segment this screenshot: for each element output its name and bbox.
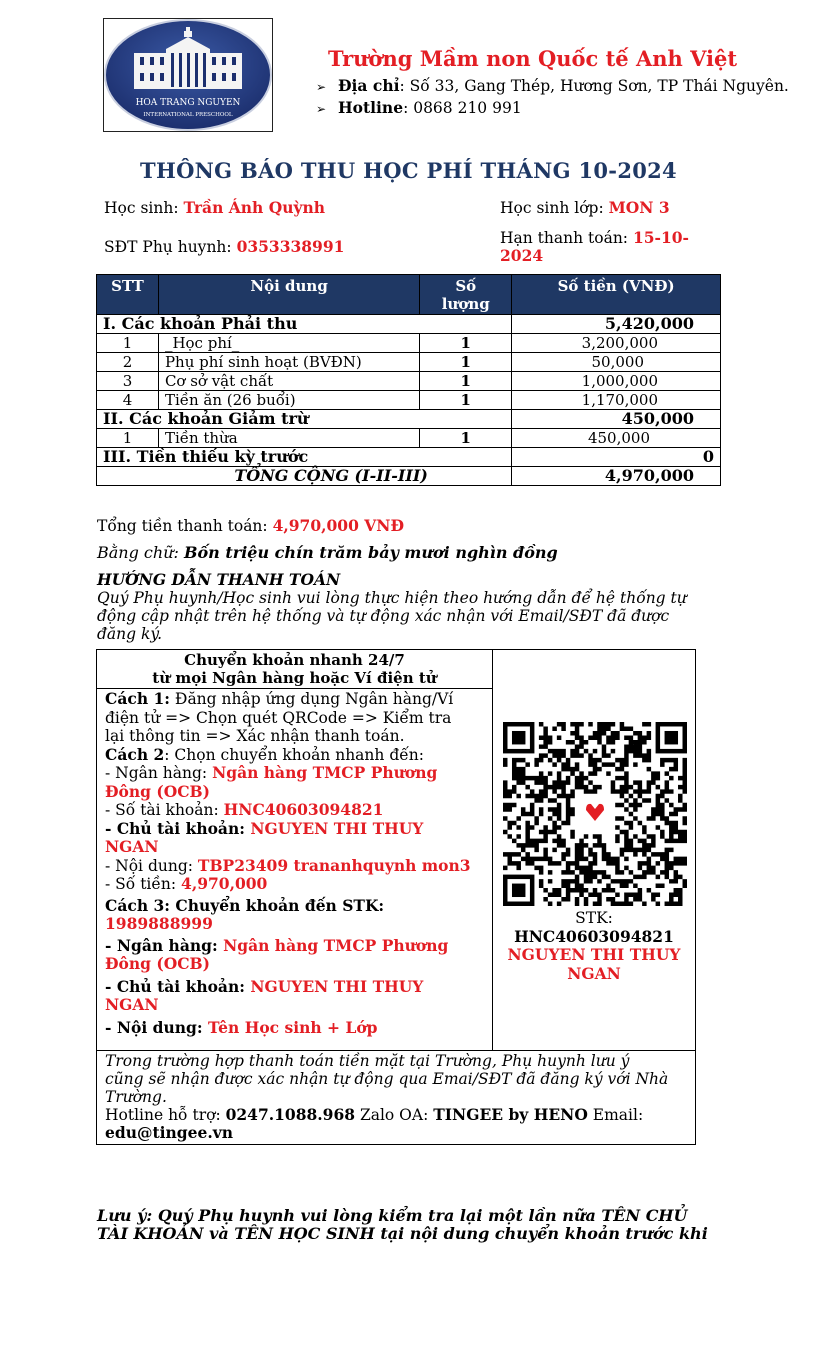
row-content: Tiền ăn (26 buổi) xyxy=(158,391,419,410)
grand-total-row xyxy=(97,467,721,486)
payment-guide-heading: HƯỚNG DẪN THANH TOÁN xyxy=(97,570,341,589)
support-email: edu@tingee.vn xyxy=(105,1123,234,1142)
row-content: Cơ sở vật chất xyxy=(158,372,419,391)
total-payment-line xyxy=(97,516,404,535)
col-content: Nội dung xyxy=(158,275,419,315)
bank-line: - Ngân hàng: Ngân hàng TMCP Phương Đông (OCB) xyxy=(105,763,438,801)
row-stt: 4 xyxy=(97,391,159,410)
deadline-part1: 15-10- xyxy=(632,228,689,247)
row-stt: 1 xyxy=(97,334,159,353)
address-value: : Số 33, Gang Thép, Hương Sơn, TP Thái Nguyên. xyxy=(399,77,789,95)
method-3-owner-line: - Chủ tài khoản: NGUYEN THI THUY NGAN xyxy=(105,976,424,1014)
row-stt: 2 xyxy=(97,353,159,372)
student-class-label: Học sinh lớp: xyxy=(500,199,609,217)
student-class-line xyxy=(500,198,670,217)
grand-total-label: TỔNG CỘNG (I-II-III) xyxy=(97,467,512,486)
owner-line: - Chủ tài khoản: NGUYEN THI THUY NGAN xyxy=(105,818,424,856)
parent-phone-line xyxy=(104,237,344,256)
row-qty: 1 xyxy=(420,429,512,448)
row-content: Phụ phí sinh hoạt (BVĐN) xyxy=(158,353,419,372)
deadline-part2: 2024 xyxy=(500,246,544,265)
row-amount: 1,170,000 xyxy=(512,391,721,410)
payment-guide-text: Quý Phụ huynh/Học sinh vui lòng thực hiện theo hướng dẫn để hệ thống tự động cập nhật trên hệ thống và tự động xác nhận với Email/SĐT đã được đăng ký. xyxy=(97,589,687,643)
row-amount: 3,200,000 xyxy=(512,334,721,353)
white-house-logo-icon xyxy=(104,19,272,131)
table-row xyxy=(97,372,721,391)
qr-code-icon xyxy=(503,722,687,906)
row-qty: 1 xyxy=(420,353,512,372)
parent-phone-label: SĐT Phụ huynh: xyxy=(104,238,237,256)
section-label: II. Các khoản Giảm trừ xyxy=(97,410,512,429)
qr-stk-value: HNC40603094821 xyxy=(514,926,674,946)
row-qty: 1 xyxy=(420,391,512,410)
row-stt: 1 xyxy=(97,429,159,448)
fee-table xyxy=(96,274,721,486)
deadline-label: Hạn thanh toán: xyxy=(500,229,633,247)
memo-line: - Nội dung: TBP23409 trananhquynh mon3 xyxy=(105,855,471,875)
row-amount: 1,000,000 xyxy=(512,372,721,391)
school-name: Trường Mầm non Quốc tế Anh Việt xyxy=(328,46,738,71)
student-name-label: Học sinh: xyxy=(104,199,184,217)
amount-in-words-label: Bằng chữ: xyxy=(97,543,184,562)
method-3-memo-line: - Nội dung: Tên Học sinh + Lớp xyxy=(105,1017,378,1037)
page-title: THÔNG BÁO THU HỌC PHÍ THÁNG 10-2024 xyxy=(140,158,677,183)
row-stt: 3 xyxy=(97,372,159,391)
method-2: Cách 2: Chọn chuyển khoản nhanh đến: xyxy=(105,744,424,764)
hotline-label: Hotline xyxy=(338,98,404,117)
account-line: - Số tài khoản: HNC40603094821 xyxy=(105,800,384,819)
hotline-line xyxy=(316,98,522,117)
qr-code xyxy=(503,722,687,906)
section-total: 5,420,000 xyxy=(512,315,721,334)
amount-in-words-line xyxy=(97,543,558,562)
method-3: Cách 3: Chuyển khoản đến STK: 1989888999 xyxy=(105,895,385,933)
col-qty: Số lượng xyxy=(420,275,512,315)
row-qty: 1 xyxy=(420,372,512,391)
qr-owner: NGUYEN THI THUY NGAN xyxy=(507,945,681,983)
section-deductions-row xyxy=(97,410,721,429)
deadline-line xyxy=(500,229,689,265)
amount-in-words: Bốn triệu chín trăm bảy mươi nghìn đồng xyxy=(183,543,558,562)
section-total: 450,000 xyxy=(512,410,721,429)
transfer-header: Chuyển khoản nhanh 24/7 từ mọi Ngân hàng hoặc Ví điện tử xyxy=(97,650,492,689)
student-name-line xyxy=(104,198,325,217)
address-line xyxy=(316,76,789,95)
qr-stk-label: STK: xyxy=(575,909,613,927)
table-row xyxy=(97,391,721,410)
cash-payment-note: Trong trường hợp thanh toán tiền mặt tại Trường, Phụ huynh lưu ý cũng sẽ nhận được xác nhận tự động qua Emai/SĐT đã đăng ký với Nhà Trường. Hotline hỗ trợ: 0247.1088.968 Zalo OA: TINGEE by HENO Email: edu@tingee.vn xyxy=(97,1050,695,1146)
table-row xyxy=(97,353,721,372)
row-content: Tiền thừa xyxy=(158,429,419,448)
qr-caption xyxy=(493,909,695,983)
hotline-value: : 0868 210 991 xyxy=(403,99,522,117)
section-total: 0 xyxy=(512,448,721,467)
row-amount: 450,000 xyxy=(512,429,721,448)
school-logo xyxy=(103,18,273,132)
grand-total-value: 4,970,000 xyxy=(512,467,721,486)
total-payment-value: 4,970,000 VNĐ xyxy=(272,516,405,535)
section-label: III. Tiền thiếu kỳ trước xyxy=(97,448,512,467)
total-payment-label: Tổng tiền thanh toán: xyxy=(97,517,273,535)
table-row xyxy=(97,429,721,448)
address-label: Địa chỉ xyxy=(338,76,400,95)
section-arrears-row xyxy=(97,448,721,467)
arrow-bullet-icon: ➢ xyxy=(316,102,327,116)
support-line: Hotline hỗ trợ: 0247.1088.968 Zalo OA: TINGEE by HENO Email: xyxy=(105,1105,644,1124)
student-name: Trần Ánh Quỳnh xyxy=(183,198,326,217)
row-qty: 1 xyxy=(420,334,512,353)
parent-phone: 0353338991 xyxy=(236,237,345,256)
svg-text:HOA TRANG NGUYEN: HOA TRANG NGUYEN xyxy=(135,98,241,108)
section-label: I. Các khoản Phải thu xyxy=(97,315,512,334)
col-stt: STT xyxy=(97,275,159,315)
student-class: MON 3 xyxy=(608,198,670,217)
method-3-bank-line: - Ngân hàng: Ngân hàng TMCP Phương Đông (OCB) xyxy=(105,935,449,973)
col-amount: Số tiền (VNĐ) xyxy=(512,275,721,315)
table-header-row xyxy=(97,275,721,315)
row-amount: 50,000 xyxy=(512,353,721,372)
table-row xyxy=(97,334,721,353)
method-1: Cách 1: Đăng nhập ứng dụng Ngân hàng/Ví điện tử => Chọn quét QRCode => Kiểm tra lại thông tin => Xác nhận thanh toán. xyxy=(105,689,454,745)
payment-instructions-box xyxy=(96,649,696,1145)
arrow-bullet-icon: ➢ xyxy=(316,80,327,94)
section-receivables-row xyxy=(97,315,721,334)
transfer-methods xyxy=(105,690,487,1037)
svg-text:INTERNATIONAL PRESCHOOL: INTERNATIONAL PRESCHOOL xyxy=(143,112,233,118)
row-content: _Học phí_ xyxy=(158,334,419,353)
verification-note: Lưu ý: Quý Phụ huynh vui lòng kiểm tra lại một lần nữa TÊN CHỦ TÀI KHOẢN và TÊN HỌC SINH tại nội dung chuyển khoản trước khi xyxy=(97,1206,708,1243)
amount-line: - Số tiền: 4,970,000 xyxy=(105,874,268,893)
